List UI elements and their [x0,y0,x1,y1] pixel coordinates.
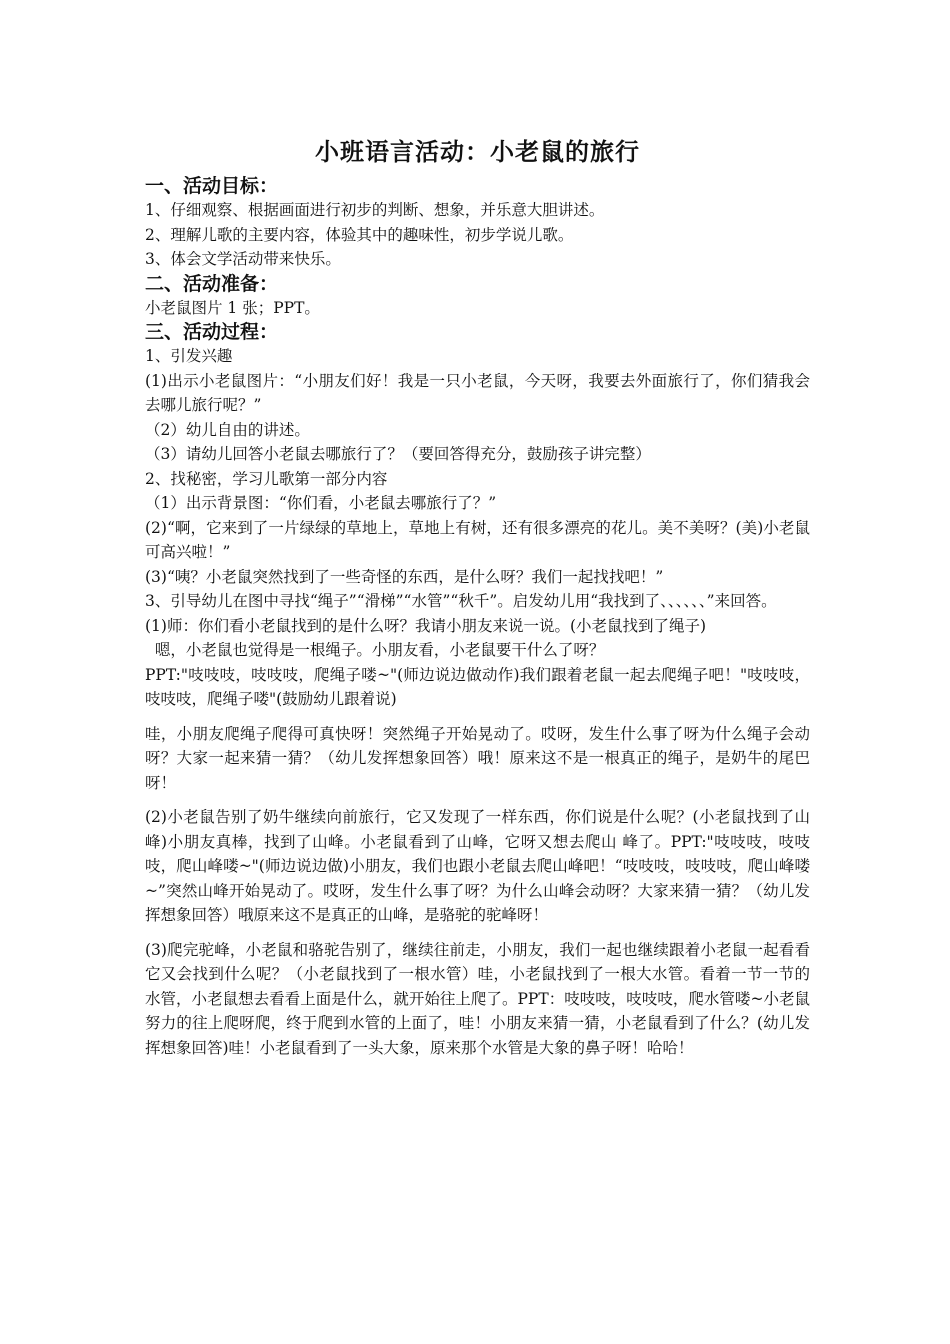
story-paragraph: (2)小老鼠告别了奶牛继续向前旅行，它又发现了一样东西，你们说是什么呢？(小老鼠找到了山峰)小朋友真棒，找到了山峰。小老鼠看到了山峰，它呀又想去爬山 峰了。PPT:"吱吱吱，吱吱吱，爬山峰喽~"(师边说边做)小朋友，我们也跟小老鼠去爬山峰吧！“吱吱吱，吱吱吱，爬山峰喽~”突然山峰开始晃动了。哎呀，发生什么事了呀？为什么山峰会动呀？大家来猜一猜？（幼儿发挥想象回答）哦原来这不是真正的山峰，是骆驼的驼峰呀！ [145,808,810,924]
document-title: 小班语言活动：小老鼠的旅行 [315,138,640,166]
process-paragraph: (3)“咦？小老鼠突然找到了一些奇怪的东西，是什么呀？我们一起找找吧！” [145,567,664,586]
process-paragraph: (1)出示小老鼠图片：“小朋友们好！我是一只小老鼠，今天呀，我要去外面旅行了，你们猜我会去哪儿旅行呢？” [145,371,810,414]
process-paragraph: PPT:"吱吱吱，吱吱吱，爬绳子喽~"(师边说边做动作)我们跟着老鼠一起去爬绳子吧！"吱吱吱，吱吱吱，爬绳子喽"(鼓励幼儿跟着说) [145,665,810,708]
section-heading-preparation: 二、活动准备： [145,272,279,295]
process-paragraph: (1)师：你们看小老鼠找到的是什么呀？我请小朋友来说一说。(小老鼠找到了绳子) [145,616,707,635]
goal-item: 1、仔细观察、根据画面进行初步的判断、想象，并乐意大胆讲述。 [145,201,605,219]
goal-item: 2、理解儿歌的主要内容，体验其中的趣味性，初步学说儿歌。 [145,225,574,244]
process-paragraph: （1）出示背景图：“你们看，小老鼠去哪旅行了？” [145,494,497,512]
process-paragraph: 1、引发兴趣 [145,347,233,365]
story-paragraph: (3)爬完驼峰，小老鼠和骆驼告别了，继续往前走，小朋友，我们一起也继续跟着小老鼠一起看看它又会找到什么呢？（小老鼠找到了一根水管）哇，小老鼠找到了一根大水管。看着一节一节的水管，小老鼠想去看看上面是什么，就开始往上爬了。PPT：吱吱吱，吱吱吱，爬水管喽~小老鼠努力的往上爬呀爬，终于爬到水管的上面了，哇！小朋友来猜一猜，小老鼠看到了什么？(幼儿发挥想象回答)哇！小老鼠看到了一头大象，原来那个水管是大象的鼻子呀！哈哈！ [145,940,810,1057]
section-heading-process: 三、活动过程： [145,321,279,343]
process-paragraph: （3）请幼儿回答小老鼠去哪旅行了？（要回答得充分，鼓励孩子讲完整） [145,445,651,463]
process-paragraph: 3、引导幼儿在图中寻找“绳子”“滑梯”“水管”“秋千”。启发幼儿用“我找到了、、、、、、”来回答。 [145,592,777,610]
goal-item: 3、体会文学活动带来快乐。 [145,250,341,268]
preparation-text: 小老鼠图片 1 张；PPT。 [145,298,320,317]
section-heading-goals: 一、活动目标： [145,175,279,197]
process-paragraph: (2)“啊，它来到了一片绿绿的草地上，草地上有树，还有很多漂亮的花儿。美不美呀？(美)小老鼠可高兴啦！” [145,518,810,561]
story-paragraph: 哇，小朋友爬绳子爬得可真快呀！突然绳子开始晃动了。哎呀，发生什么事了呀为什么绳子会动呀？大家一起来猜一猜？（幼儿发挥想象回答）哦！原来这不是一根真正的绳子，是奶牛的尾巴呀！ [145,724,810,792]
process-paragraph: 嗯，小老鼠也觉得是一根绳子。小朋友看，小老鼠要干什么了呀？ [145,641,605,659]
process-paragraph: 2、找秘密，学习儿歌第一部分内容 [145,469,388,488]
process-paragraph: （2）幼儿自由的讲述。 [145,420,310,439]
